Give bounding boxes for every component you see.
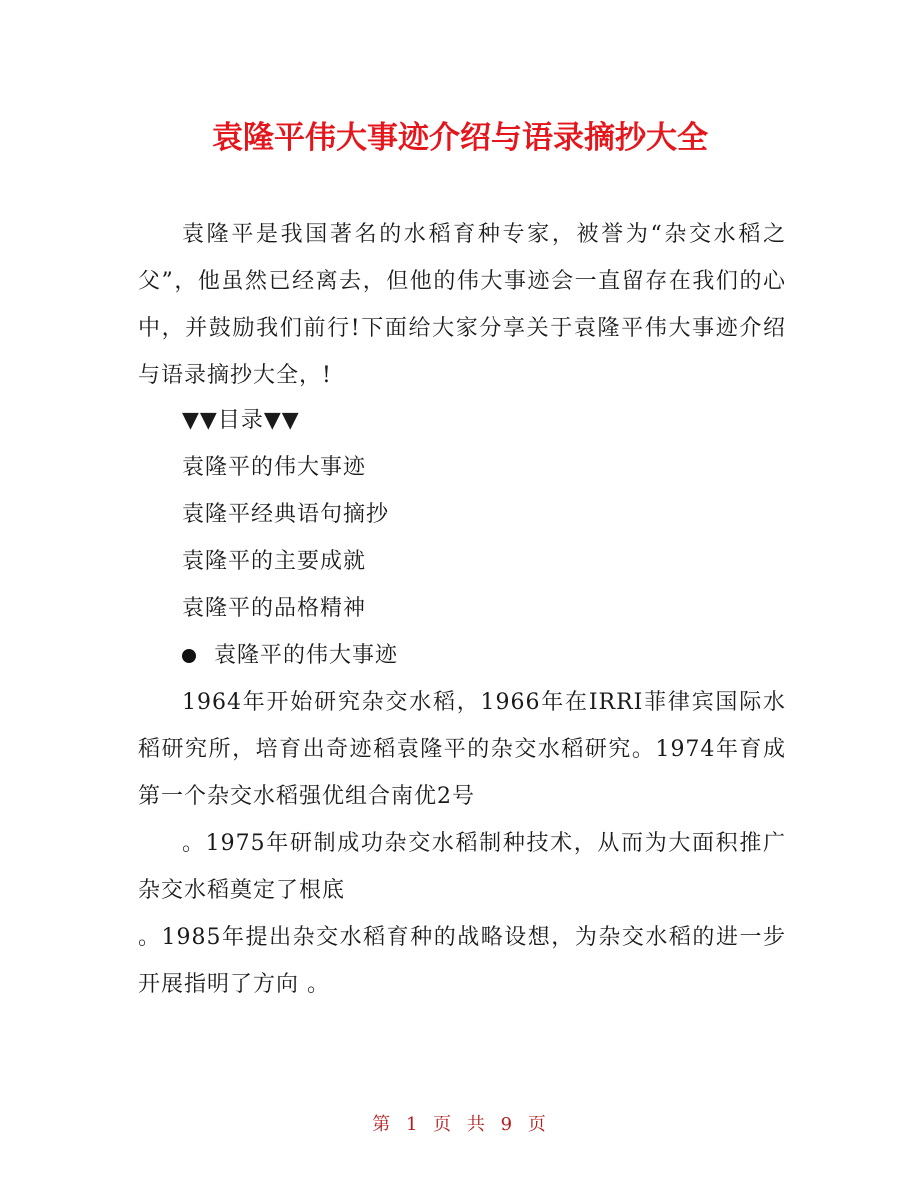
toc-item: 袁隆平的伟大事迹 xyxy=(182,455,367,480)
toc-item: 袁隆平的主要成就 xyxy=(182,549,367,574)
toc-item: 袁隆平的品格精神 xyxy=(182,596,367,621)
section-heading-text: 袁隆平的伟大事迹 xyxy=(214,643,399,668)
section1-paragraph-1 xyxy=(138,679,786,820)
intro-text: 袁隆平是我国著名的水稻育种专家，被誉为“杂交水稻之父”，他虽然已经离去，但他的伟大事迹会一直留存在我们的心中，并鼓励我们前行!下面给大家分享关于袁隆平伟大事迹介绍与语录摘抄大全，! xyxy=(138,222,786,388)
bullet-icon xyxy=(182,649,196,663)
paragraph-text: 1964年开始研究杂交水稻，1966年在IRRI菲律宾国际水稻研究所，培育出奇迹稻袁隆平的杂交水稻研究。1974年育成第一个杂交水稻强优组合南优2号 xyxy=(138,690,786,809)
intro-paragraph xyxy=(138,211,786,399)
section1-paragraph-2 xyxy=(138,820,786,914)
page-number: 第 1 页 共 9 页 xyxy=(372,1114,548,1135)
paragraph-text: 。1985年提出杂交水稻育种的战略设想，为杂交水稻的进一步开展指明了方向 。 xyxy=(138,925,786,997)
document-title: 袁隆平伟大事迹介绍与语录摘抄大全 xyxy=(212,120,708,156)
toc-item: 袁隆平经典语句摘抄 xyxy=(182,502,390,527)
section1-paragraph-3 xyxy=(138,914,786,1008)
paragraph-text: 。1975年研制成功杂交水稻制种技术，从而为大面积推广杂交水稻奠定了根底 xyxy=(138,831,786,903)
section-heading xyxy=(182,632,398,679)
toc-heading: ▼▼目录▼▼ xyxy=(182,408,300,433)
